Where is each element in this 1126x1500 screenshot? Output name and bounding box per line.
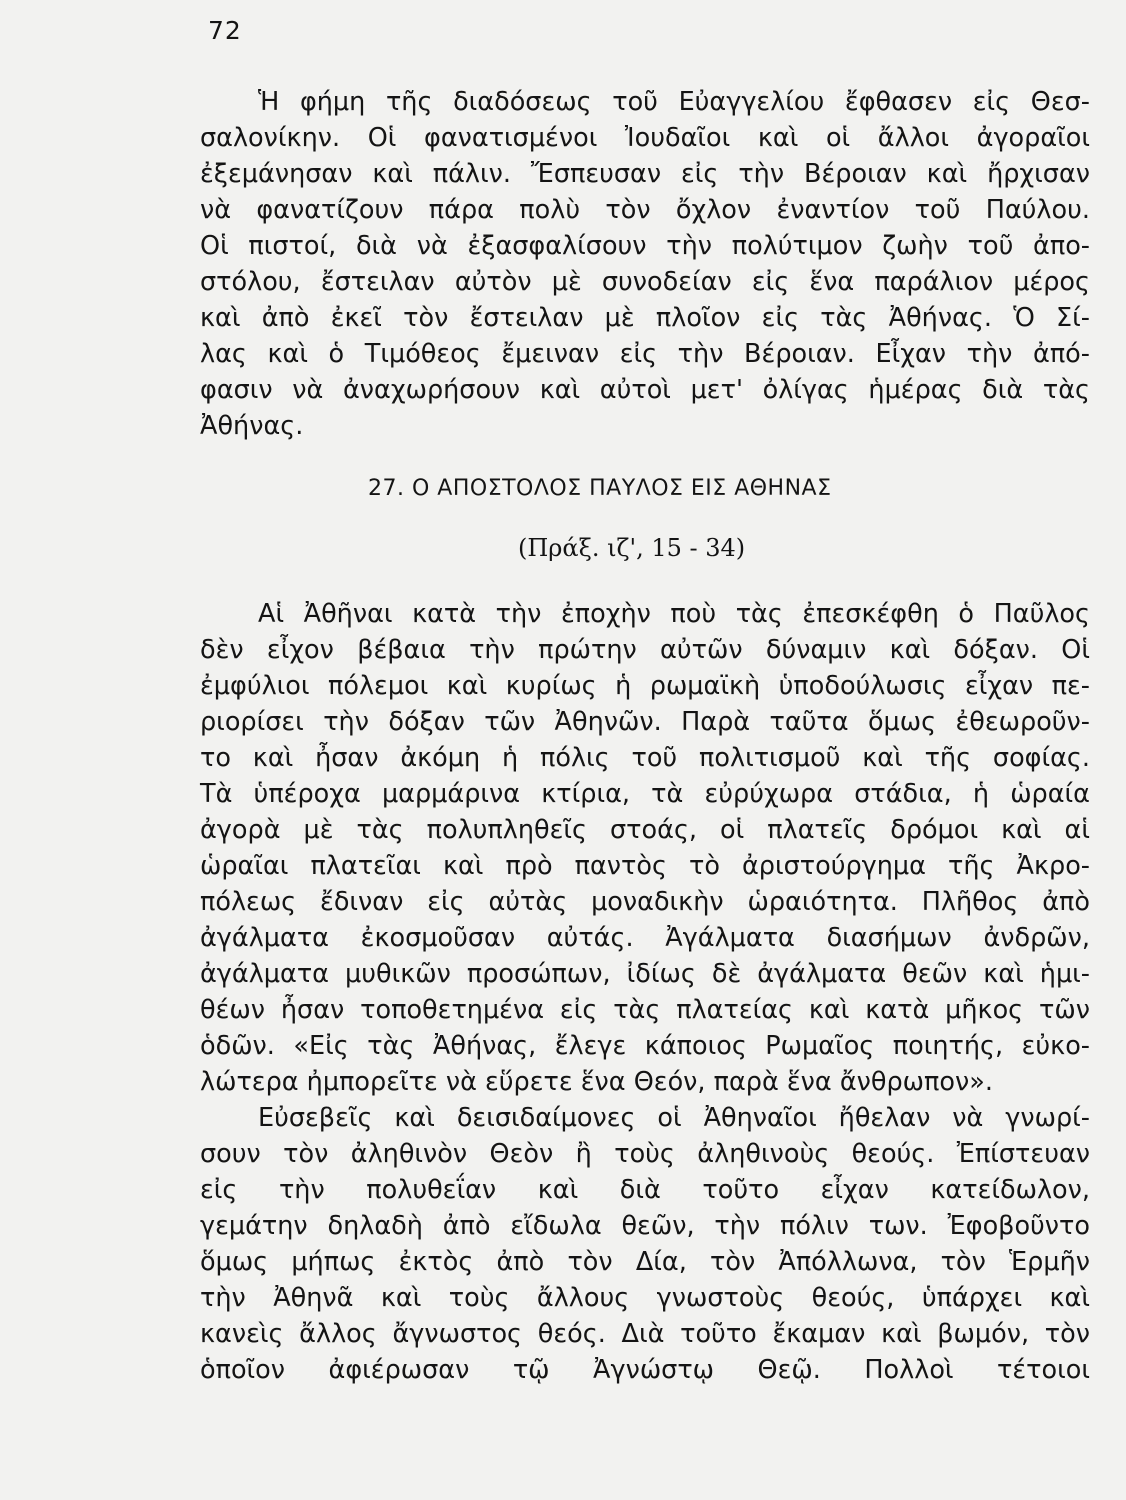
text-line: Οἱ πιστοί, διὰ νὰ ἐξασφαλίσουν τὴν πολύτιμον ζωὴν τοῦ ἀπο- xyxy=(200,231,1090,261)
text-line: λας καὶ ὁ Τιμόθεος ἔμειναν εἰς τὴν Βέροιαν. Εἶχαν τὴν ἀπό- xyxy=(200,339,1090,369)
text-line: σουν τὸν ἀληθινὸν Θεὸν ἢ τοὺς ἀληθινοὺς θεούς. Ἐπίστευαν xyxy=(200,1139,1090,1169)
text-line: εἰς τὴν πολυθεΐαν καὶ διὰ τοῦτο εἶχαν κατείδωλον, xyxy=(200,1175,1090,1205)
text-line: ἀγάλματα ἐκοσμοῦσαν αὐτάς. Ἀγάλματα διασήμων ἀνδρῶν, xyxy=(200,923,1090,953)
text-line: ριορίσει τὴν δόξαν τῶν Ἀθηνῶν. Παρὰ ταῦτα ὅμως ἐθεωροῦν- xyxy=(200,707,1090,737)
text-line: ὅμως μήπως ἐκτὸς ἀπὸ τὸν Δία, τὸν Ἀπόλλωνα, τὸν Ἑρμῆν xyxy=(200,1247,1090,1277)
text-line: λώτερα ἠμπορεῖτε νὰ εὕρετε ἕνα Θεόν, παρὰ ἕνα ἄνθρωπον». xyxy=(200,1067,993,1097)
text-line: σαλονίκην. Οἱ φανατισμένοι Ἰουδαῖοι καὶ οἱ ἄλλοι ἀγοραῖοι xyxy=(200,123,1090,153)
text-line: τὴν Ἀθηνᾶ καὶ τοὺς ἄλλους γνωστοὺς θεούς, ὑπάρχει καὶ xyxy=(200,1283,1090,1313)
text-line: ἐξεμάνησαν καὶ πάλιν. Ἔσπευσαν εἰς τὴν Βέροιαν καὶ ἤρχισαν xyxy=(200,159,1090,189)
text-line: ἀγάλματα μυθικῶν προσώπων, ἰδίως δὲ ἀγάλματα θεῶν καὶ ἡμι- xyxy=(200,959,1090,989)
text-line: γεμάτην δηλαδὴ ἀπὸ εἴδωλα θεῶν, τὴν πόλιν των. Ἐφοβοῦντο xyxy=(200,1211,1090,1241)
text-line: δὲν εἶχον βέβαια τὴν πρώτην αὐτῶν δύναμιν καὶ δόξαν. Οἱ xyxy=(200,635,1090,665)
text-line: το καὶ ἦσαν ἀκόμη ἡ πόλις τοῦ πολιτισμοῦ καὶ τῆς σοφίας. xyxy=(200,743,1090,773)
page-number: 72 xyxy=(208,16,242,45)
text-line: φασιν νὰ ἀναχωρήσουν καὶ αὐτοὶ μετ' ὀλίγας ἡμέρας διὰ τὰς xyxy=(200,375,1090,405)
text-line: νὰ φανατίζουν πάρα πολὺ τὸν ὄχλον ἐναντίον τοῦ Παύλου. xyxy=(200,195,1090,225)
text-line: ἀγορὰ μὲ τὰς πολυπληθεῖς στοάς, οἱ πλατεῖς δρόμοι καὶ αἱ xyxy=(200,815,1090,845)
text-line: θέων ἦσαν τοποθετημένα εἰς τὰς πλατείας καὶ κατὰ μῆκος τῶν xyxy=(200,995,1090,1025)
text-line: Τὰ ὑπέροχα μαρμάρινα κτίρια, τὰ εὐρύχωρα στάδια, ἡ ὡραία xyxy=(200,779,1090,809)
text-line: Ἡ φήμη τῆς διαδόσεως τοῦ Εὐαγγελίου ἔφθασεν εἰς Θεσ- xyxy=(258,87,1090,117)
text-line: ἐμφύλιοι πόλεμοι καὶ κυρίως ἡ ρωμαϊκὴ ὑποδούλωσις εἶχαν πε- xyxy=(200,671,1090,701)
section-heading: 27. Ο ΑΠΟΣΤΟΛΟΣ ΠΑΥΛΟΣ ΕΙΣ ΑΘΗΝΑΣ xyxy=(368,476,832,501)
text-line: ὁποῖον ἀφιέρωσαν τῷ Ἀγνώστῳ Θεῷ. Πολλοὶ τέτοιοι xyxy=(200,1355,1090,1385)
text-line: ὡραῖαι πλατεῖαι καὶ πρὸ παντὸς τὸ ἀριστούργημα τῆς Ἀκρο- xyxy=(200,851,1090,881)
text-line: κανεὶς ἄλλος ἄγνωστος θεός. Διὰ τοῦτο ἔκαμαν καὶ βωμόν, τὸν xyxy=(200,1319,1090,1349)
text-line: καὶ ἀπὸ ἐκεῖ τὸν ἔστειλαν μὲ πλοῖον εἰς τὰς Ἀθήνας. Ὁ Σί- xyxy=(200,303,1090,333)
text-line: ὁδῶν. «Εἰς τὰς Ἀθήνας, ἔλεγε κάποιος Ρωμαῖος ποιητής, εὐκο- xyxy=(200,1031,1090,1061)
text-line: στόλου, ἔστειλαν αὐτὸν μὲ συνοδείαν εἰς ἕνα παράλιον μέρος xyxy=(200,267,1090,297)
text-line: Αἱ Ἀθῆναι κατὰ τὴν ἐποχὴν ποὺ τὰς ἐπεσκέφθη ὁ Παῦλος xyxy=(258,599,1090,629)
section-reference: (Πράξ. ιζ', 15 - 34) xyxy=(518,534,746,562)
text-line: πόλεως ἔδιναν εἰς αὐτὰς μοναδικὴν ὡραιότητα. Πλῆθος ἀπὸ xyxy=(200,887,1090,917)
text-line: Ἀθήνας. xyxy=(200,411,304,441)
text-line: Εὐσεβεῖς καὶ δεισιδαίμονες οἱ Ἀθηναῖοι ἤθελαν νὰ γνωρί- xyxy=(258,1103,1090,1133)
